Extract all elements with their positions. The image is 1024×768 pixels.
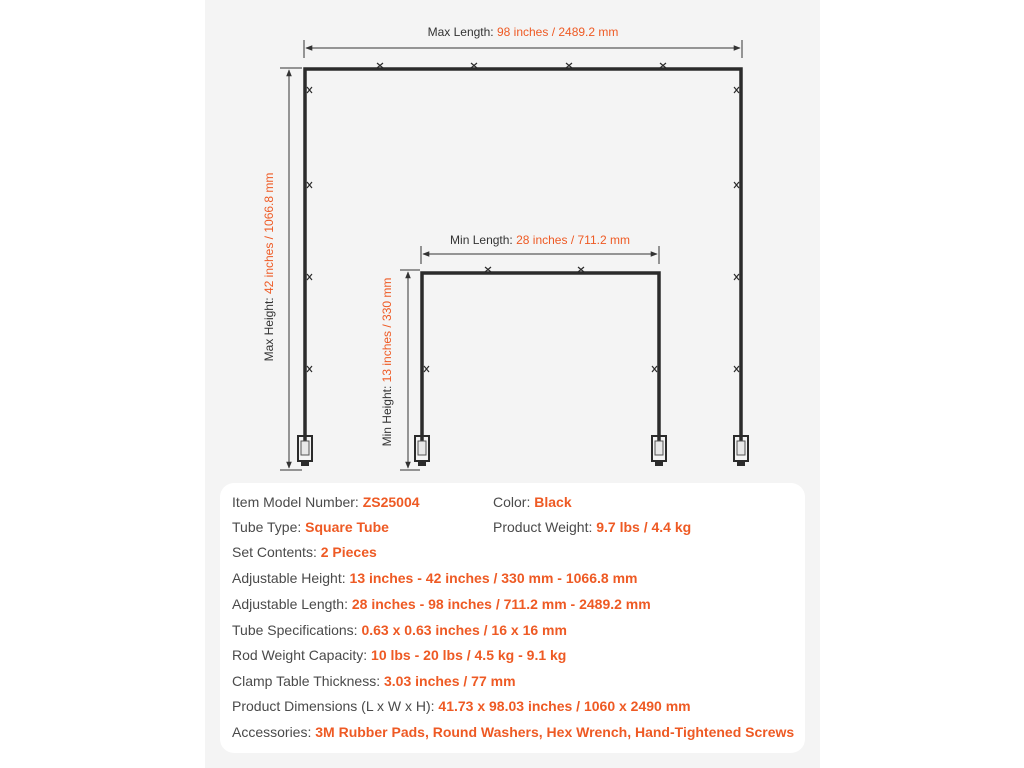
max-height-dimension [262, 68, 302, 470]
spec-card [220, 483, 805, 753]
spec-tube-specifications: Tube Specifications: 0.63 x 0.63 inches / 16 x 16 mm [232, 622, 567, 638]
max-length-label: Max Length: 98 inches / 2489.2 mm [427, 25, 619, 39]
min-length-dimension [421, 233, 659, 264]
min-length-label: Min Length: 28 inches / 711.2 mm [450, 233, 630, 247]
spec-color: Color: Black [493, 494, 572, 510]
spec-product-dimensions: Product Dimensions (L x W x H): 41.73 x 98.03 inches / 1060 x 2490 mm [232, 698, 691, 714]
spec-adjustable-length: Adjustable Length: 28 inches - 98 inches / 711.2 mm - 2489.2 mm [232, 596, 651, 612]
clamp-large-right [734, 436, 748, 466]
spec-accessories: Accessories: 3M Rubber Pads, Round Washers, Hex Wrench, Hand-Tightened Screws [232, 724, 795, 740]
clamp-small-right [652, 436, 666, 466]
spec-weight: Product Weight: 9.7 lbs / 4.4 kg [493, 519, 692, 535]
spec-model: Item Model Number: ZS25004 [232, 494, 420, 510]
max-height-label: Max Height: 42 inches / 1066.8 mm [262, 172, 276, 362]
small-frame [422, 267, 659, 444]
max-length-dimension [304, 25, 742, 58]
clamp-large-left [298, 436, 312, 466]
spec-adjustable-height: Adjustable Height: 13 inches - 42 inches / 330 mm - 1066.8 mm [232, 570, 638, 586]
spec-clamp-thickness: Clamp Table Thickness: 3.03 inches / 77 mm [232, 673, 516, 689]
spec-rod-capacity: Rod Weight Capacity: 10 lbs - 20 lbs / 4.5 kg - 9.1 kg [232, 647, 567, 663]
spec-tube-type: Tube Type: Square Tube [232, 519, 389, 535]
min-height-label: Min Height: 13 inches / 330 mm [380, 277, 394, 447]
spec-set-contents: Set Contents: 2 Pieces [232, 544, 377, 560]
clamp-small-left [415, 436, 429, 466]
